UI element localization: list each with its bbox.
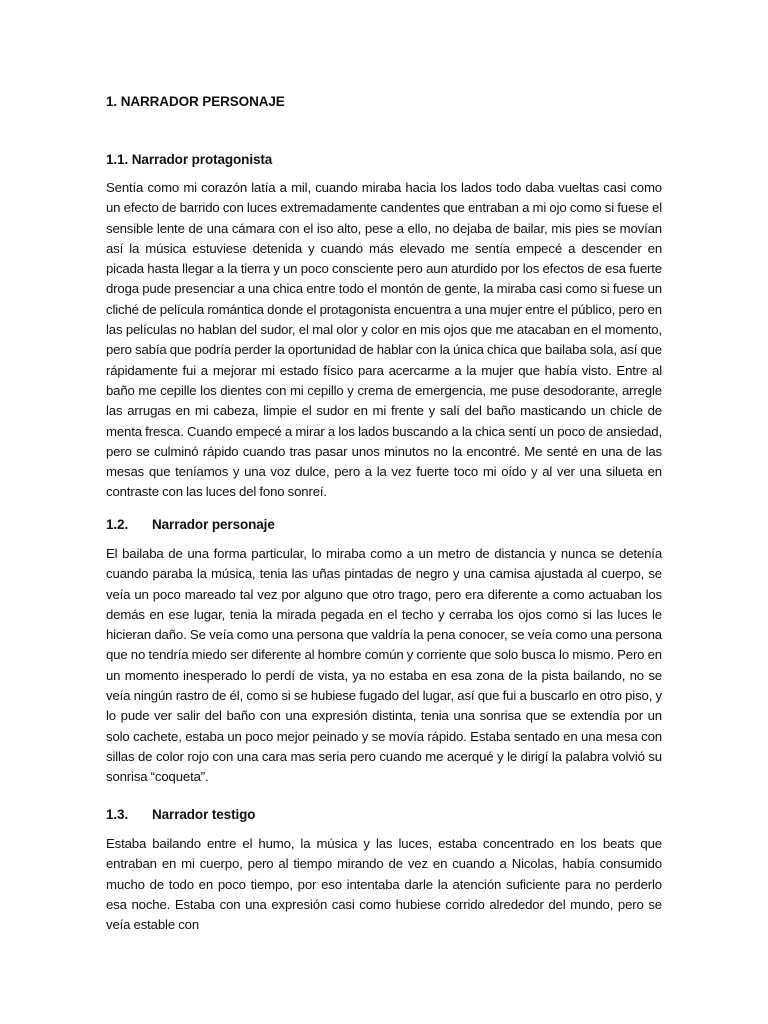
section-heading-1-1: 1.1. Narrador protagonista — [106, 152, 273, 167]
section-title: Narrador testigo — [152, 807, 256, 822]
section-number: 1.2. — [106, 517, 129, 532]
section-heading-1-3 — [106, 807, 255, 822]
section-heading-1-2 — [106, 517, 275, 532]
section-paragraph-1-1: Sentía como mi corazón latía a mil, cuando miraba hacia los lados todo daba vueltas casi como un efecto de barrido con luces extremadamente candentes que entraban a mi ojo como si fuese el sensible lente de una cámara con el iso alto, pese a ello, no dejaba de bailar, mis pies se movían así la música estuviese detenida y cuando más elevado me sentía empecé a descender en picada hasta llegar a la tierra y un poco consciente pero aun aturdido por los efectos de esa fuerte droga pude presenciar a una chica entre todo el montón de gente, la miraba casi como si fuese un cliché de película romántica donde el protagonista encuentra a una mujer entre el público, pero en las películas no hablan del sudor, el mal olor y color en mis ojos que me atacaban en el momento, pero sabía que podría perder la oportunidad de hablar con la única chica que bailaba sola, así que rápidamente fui a mejorar mi estado físico para acercarme a la mujer que había visto. Entre al baño me cepille los dientes con mi cepillo y crema de emergencia, me puse desodorante, arregle las arrugas en mi cabeza, limpie el sudor en mi frente y salí del baño masticando un chicle de menta fresca. Cuando empecé a mirar a los lados buscando a la chica sentí un poco de ansiedad, pero se culminó rápido cuando tras pasar unos minutos no la encontré. Me senté en una de las mesas que teníamos y una voz dulce, pero a la vez fuerte toco mi oído y al ver una silueta en contraste con las luces del fono sonreí. — [106, 180, 662, 500]
section-title: Narrador personaje — [152, 517, 275, 532]
section-paragraph-1-2: El bailaba de una forma particular, lo miraba como a un metro de distancia y nunca se detenía cuando paraba la música, tenia las uñas pintadas de negro y una camisa ajustada al cuerpo, se veía un poco mareado tal vez por alguno que otro trago, pero era diferente a como actuaban los demás en ese lugar, tenia la mirada pegada en el techo y cerraba los ojos como si las luces le hicieran daño. Se veía como una persona que valdría la pena conocer, se veía como una persona que no tendría miedo ser diferente al hombre común y corriente que solo busca lo mismo. Pero en un momento inesperado lo perdí de vista, ya no estaba en esa zona de la pista bailando, no se veía ningún rastro de él, como si se hubiese fugado del lugar, así que fui a buscarlo en otro piso, y lo pude ver salir del baño con una expresión distinta, tenia una sonrisa que se extendía por un solo cachete, estaba un poco mejor peinado y se movía rápido. Estaba sentado en una mesa con sillas de color rojo con una cara mas seria pero cuando me acerqué y le dirigí la palabra volvió su sonrisa “coqueta”. — [106, 546, 662, 785]
section-paragraph-1-3: Estaba bailando entre el humo, la música y las luces, estaba concentrado en los beats que entraban en mi cuerpo, pero al tiempo mirando de vez en cuando a Nicolas, había consumido mucho de todo en poco tiempo, por eso intentaba darle la atención suficiente para no perderlo esa noche. Estaba con una expresión casi como hubiese corrido alrededor del mundo, pero se veía estable con — [106, 836, 662, 933]
main-heading: 1. NARRADOR PERSONAJE — [106, 94, 285, 109]
section-number: 1.3. — [106, 807, 129, 822]
